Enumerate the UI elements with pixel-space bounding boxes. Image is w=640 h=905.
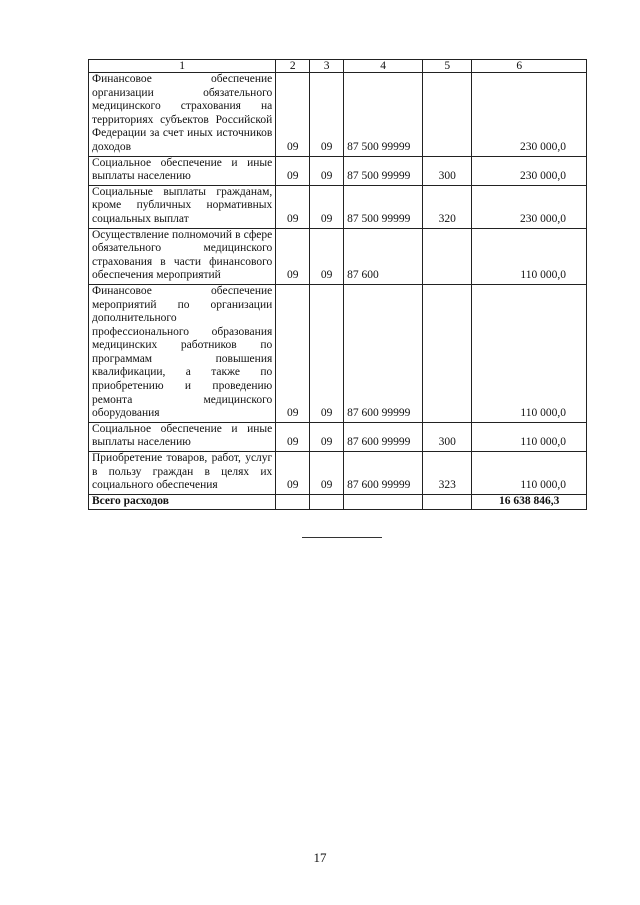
column-header: 3 <box>310 60 344 73</box>
row-target-code: 87 500 99999 <box>344 156 423 185</box>
column-header: 5 <box>423 60 472 73</box>
row-expense-type: 320 <box>423 185 472 228</box>
row-section: 09 <box>276 228 310 284</box>
row-amount: 110 000,0 <box>472 452 587 495</box>
row-amount: 110 000,0 <box>472 284 587 422</box>
row-name: Социальные выплаты гражданам, кроме публичных нормативных социальных выплат <box>89 185 276 228</box>
row-target-code: 87 600 99999 <box>344 452 423 495</box>
column-header: 6 <box>472 60 587 73</box>
row-target-code: 87 500 99999 <box>344 73 423 157</box>
row-target-code: 87 500 99999 <box>344 185 423 228</box>
row-expense-type: 300 <box>423 422 472 451</box>
row-section: 09 <box>276 452 310 495</box>
row-section: 09 <box>276 422 310 451</box>
table-row <box>89 73 587 157</box>
row-target-code: 87 600 99999 <box>344 422 423 451</box>
column-header: 4 <box>344 60 423 73</box>
row-target-code: 87 600 99999 <box>344 284 423 422</box>
row-name: Приобретение товаров, работ, услуг в пользу граждан в целях их социального обеспечения <box>89 452 276 495</box>
row-section: 09 <box>276 185 310 228</box>
row-amount: 110 000,0 <box>472 422 587 451</box>
row-expense-type: 323 <box>423 452 472 495</box>
row-name: Осуществление полномочий в сфере обязательного медицинского страхования в части финансового обеспечения мероприятий <box>89 228 276 284</box>
row-subsection: 09 <box>310 422 344 451</box>
empty-cell <box>344 494 423 510</box>
row-subsection: 09 <box>310 228 344 284</box>
empty-cell <box>310 494 344 510</box>
row-section: 09 <box>276 284 310 422</box>
total-row <box>89 494 587 510</box>
table-header-row <box>89 60 587 73</box>
row-subsection: 09 <box>310 452 344 495</box>
row-amount: 230 000,0 <box>472 185 587 228</box>
row-expense-type <box>423 284 472 422</box>
empty-cell <box>276 494 310 510</box>
row-amount: 230 000,0 <box>472 156 587 185</box>
row-section: 09 <box>276 156 310 185</box>
closing-divider <box>302 537 382 538</box>
expenditure-table <box>88 59 587 510</box>
empty-cell <box>423 494 472 510</box>
row-target-code: 87 600 <box>344 228 423 284</box>
row-subsection: 09 <box>310 185 344 228</box>
row-expense-type <box>423 73 472 157</box>
row-section: 09 <box>276 73 310 157</box>
row-subsection: 09 <box>310 73 344 157</box>
row-name: Социальное обеспечение и иные выплаты населению <box>89 422 276 451</box>
row-expense-type <box>423 228 472 284</box>
row-amount: 230 000,0 <box>472 73 587 157</box>
table-row <box>89 185 587 228</box>
table-row <box>89 422 587 451</box>
row-subsection: 09 <box>310 156 344 185</box>
table-row <box>89 156 587 185</box>
column-header: 1 <box>89 60 276 73</box>
total-amount: 16 638 846,3 <box>472 494 587 510</box>
total-label: Всего расходов <box>89 494 276 510</box>
row-name: Социальное обеспечение и иные выплаты населению <box>89 156 276 185</box>
table-row <box>89 228 587 284</box>
row-amount: 110 000,0 <box>472 228 587 284</box>
column-header: 2 <box>276 60 310 73</box>
row-subsection: 09 <box>310 284 344 422</box>
page-number: 17 <box>313 850 327 865</box>
row-expense-type: 300 <box>423 156 472 185</box>
row-name: Финансовое обеспечение мероприятий по организации дополнительного профессионального образования медицинских работников по программам повышения квалификации, а также по приобретению и проведению ремонта медицинского оборудования <box>89 284 276 422</box>
table-row <box>89 284 587 422</box>
row-name: Финансовое обеспечение организации обязательного медицинского страхования на территориях субъектов Российской Федерации за счет иных источников доходов <box>89 73 276 157</box>
table-row <box>89 452 587 495</box>
